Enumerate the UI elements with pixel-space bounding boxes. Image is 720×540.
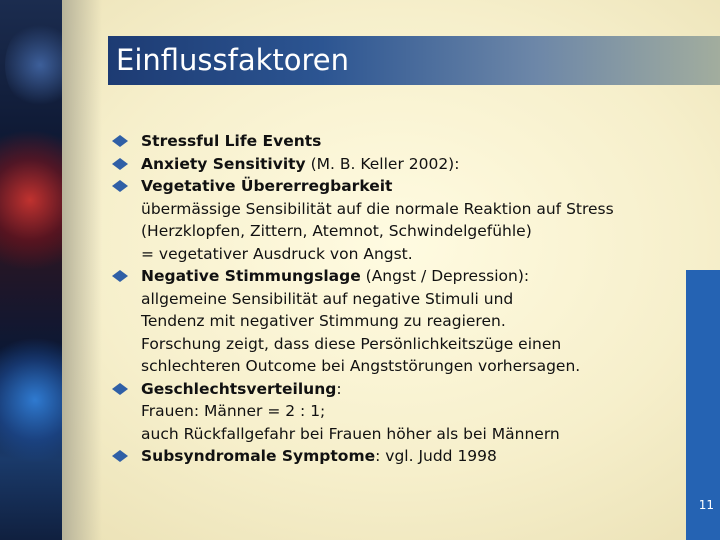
item-text-line: Tendenz mit negativer Stimmung zu reagieren. — [141, 312, 506, 330]
item-text-line: = vegetativer Ausdruck von Angst. — [141, 244, 413, 263]
item-text-line: (Herzklopfen, Zittern, Atemnot, Schwindelgefühle) — [141, 222, 532, 240]
decorative-side-image — [0, 0, 62, 540]
slide-title: Einflussfaktoren — [116, 43, 350, 77]
item-heading: Negative Stimmungslage — [141, 267, 361, 285]
page-number: 11 — [698, 498, 714, 512]
list-item — [110, 175, 670, 265]
diamond-bullet-icon — [112, 450, 128, 462]
list-item — [110, 378, 670, 446]
item-heading: Vegetative Übererregbarkeit — [141, 177, 393, 195]
diamond-bullet-icon — [112, 383, 128, 395]
item-heading: Stressful Life Events — [141, 132, 322, 150]
item-heading: Geschlechtsverteilung — [141, 379, 337, 398]
list-item — [110, 445, 670, 468]
list-item — [110, 130, 670, 153]
item-detail: : vgl. Judd 1998 — [375, 447, 497, 465]
item-text-line: übermässige Sensibilität auf die normale Reaktion auf Stress — [141, 199, 614, 218]
item-text-line: Frauen: Männer = 2 : 1; — [141, 402, 326, 420]
item-text-line: auch Rückfallgefahr bei Frauen höher als bei Männern — [141, 424, 560, 443]
item-detail: (Angst / Depression): — [360, 267, 530, 285]
item-heading: Anxiety Sensitivity — [141, 154, 306, 173]
item-detail: (M. B. Keller 2002): — [305, 154, 460, 173]
item-heading: Subsyndromale Symptome — [141, 447, 376, 465]
item-text-line: allgemeine Sensibilität auf negative Stimuli und — [141, 289, 514, 308]
item-text-line: Forschung zeigt, dass diese Persönlichkeitszüge einen — [141, 334, 562, 353]
bullet-list — [110, 130, 670, 468]
diamond-bullet-icon — [112, 270, 128, 282]
title-bar — [108, 36, 720, 85]
diamond-bullet-icon — [112, 180, 128, 192]
diamond-bullet-icon — [112, 135, 128, 147]
list-item — [110, 153, 670, 176]
side-fade — [62, 0, 102, 540]
diamond-bullet-icon — [112, 158, 128, 170]
list-item — [110, 265, 670, 378]
item-text-line: schlechteren Outcome bei Angststörungen vorhersagen. — [141, 357, 581, 375]
item-detail: : — [336, 379, 342, 398]
